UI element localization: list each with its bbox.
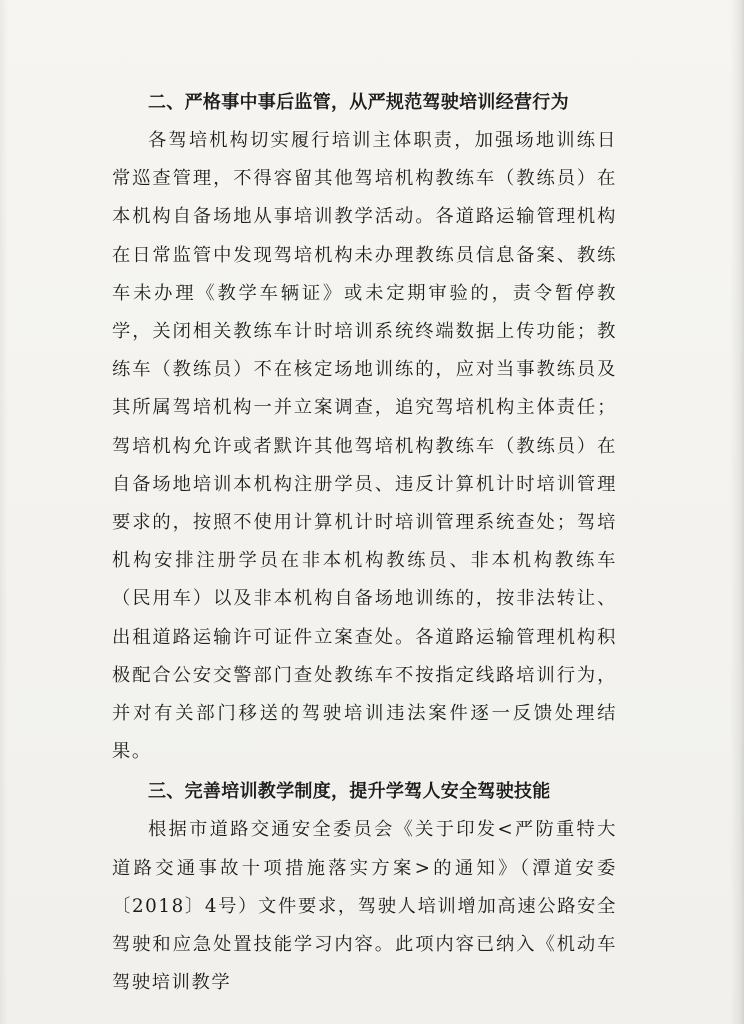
scan-shadow-left (0, 0, 8, 1024)
document-body (112, 84, 617, 1002)
section3-paragraph: 根据市道路交通安全委员会《关于印发<严防重特大道路交通事故十项措施落实方案>的通知》（潭道安委〔2018〕4号）文件要求，驾驶人培训增加高速公路安全驾驶和应急处置技能学习内容。此项内容已纳入《机动车驾驶培训教学 (112, 819, 617, 994)
scan-shadow-right (730, 0, 744, 1024)
section2-heading: 二、严格事中事后监管，从严规范驾驶培训经营行为 (148, 92, 569, 113)
section3-heading: 三、完善培训教学制度，提升学驾人安全驾驶技能 (148, 781, 551, 803)
section2-paragraph: 各驾培机构切实履行培训主体职责，加强场地训练日常巡查管理，不得容留其他驾培机构教练车（教练员）在本机构自备场地从事培训教学活动。各道路运输管理机构在日常监管中发现驾培机构未办理教练员信息备案、教练车未办理《教学车辆证》或未定期审验的，责令暂停教学，关闭相关教练车计时培训系统终端数据上传功能；教练车（教练员）不在核定场地训练的，应对当事教练员及其所属驾培机构一并立案调查，追究驾培机构主体责任；驾培机构允许或者默许其他驾培机构教练车（教练员）在自备场地培训本机构注册学员、违反计算机计时培训管理要求的，按照不使用计算机计时培训管理系统查处；驾培机构安排注册学员在非本机构教练员、非本机构教练车（民用车）以及非本机构自备场地训练的，按非法转让、出租道路运输许可证件立案查处。各道路运输管理机构积极配合公安交警部门查处教练车不按指定线路培训行为，并对有关部门移送的驾驶培训违法案件逐一反馈处理结果。 (112, 130, 617, 763)
